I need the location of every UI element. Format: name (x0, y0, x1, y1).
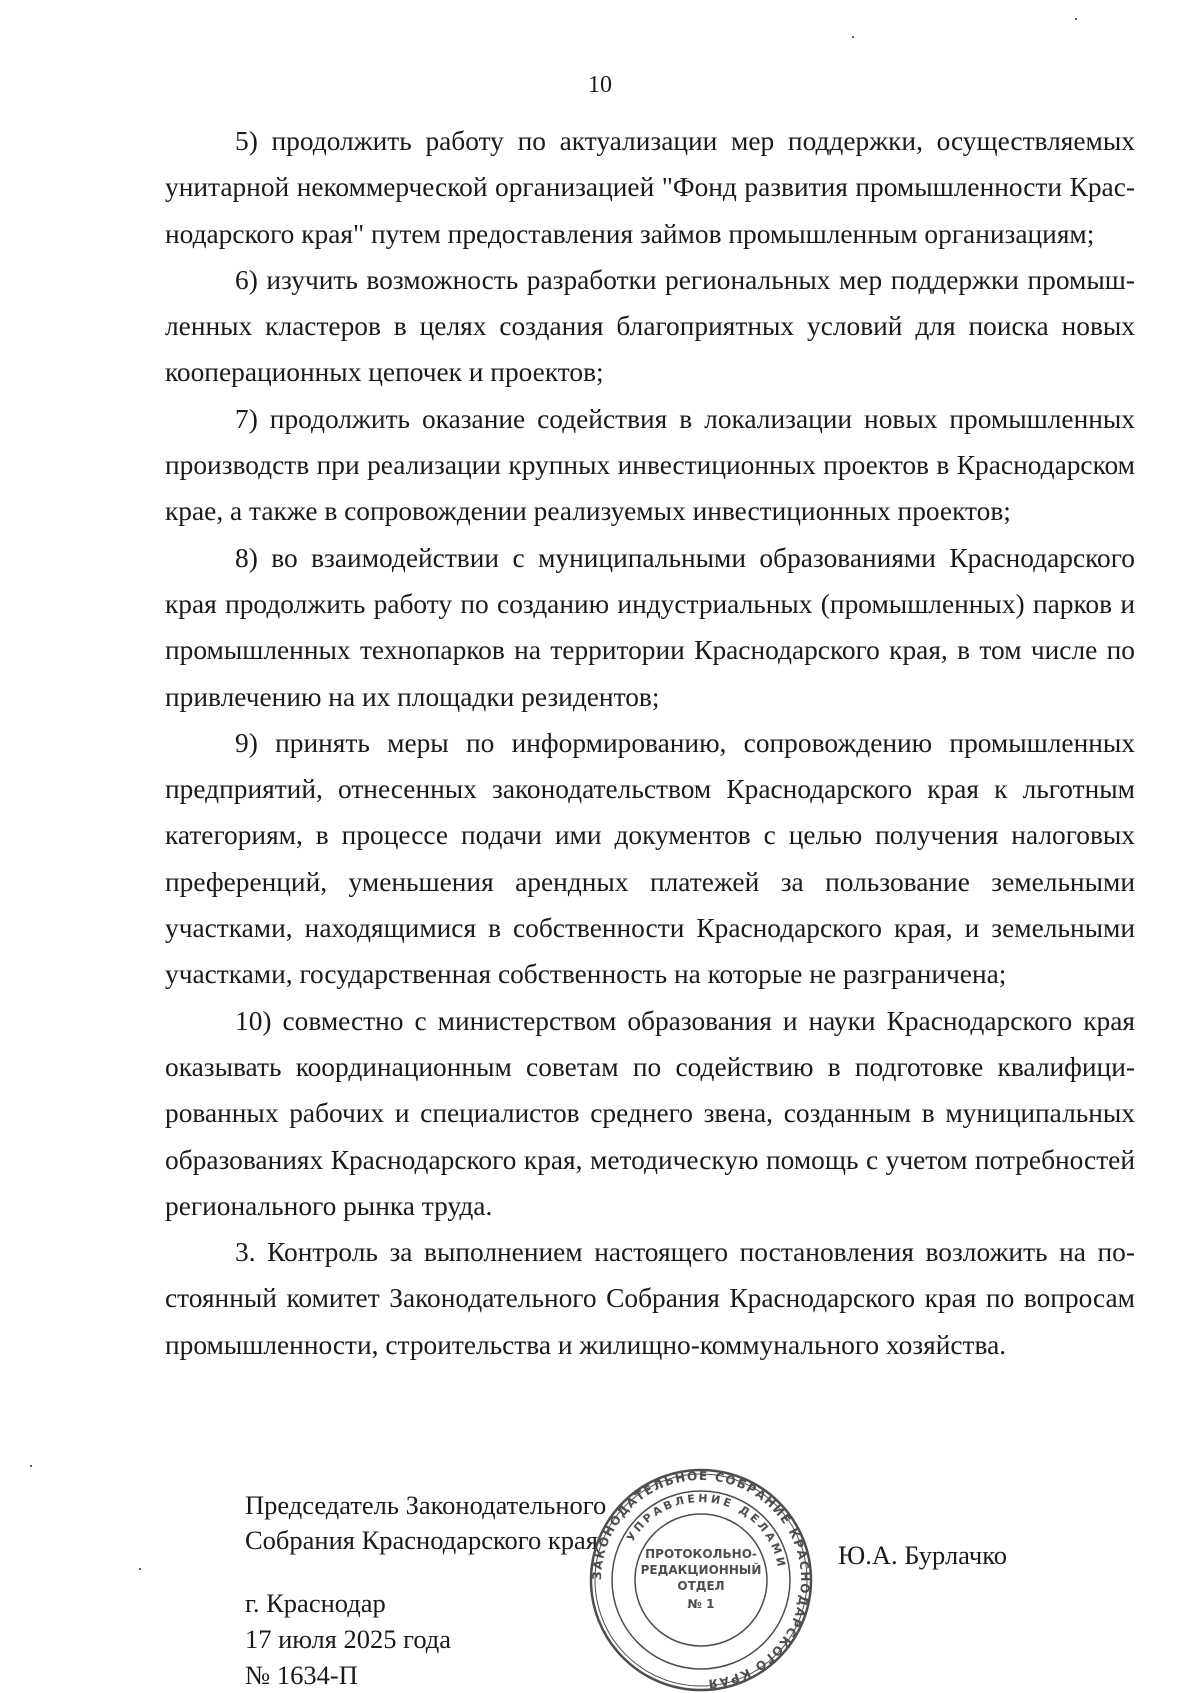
paragraph-item-8: 8) во взаимодействии с муниципальными образованиями Краснодарского края продолжить работу по созданию индустриальных (промышленных) парков и промышленных технопарков на территории Краснодарского края, в том числе по привлечению на их площадки резидентов; (165, 542, 1135, 712)
paragraph-item-6: 6) изучить возможность разработки региональных мер поддержки промышленных кластеров в целях создания благоприятных условий для поиска новых кооперационных цепочек и проектов; (165, 264, 1135, 388)
official-seal-stamp (586, 1468, 816, 1693)
stamp-center-line-4: № 1 (687, 1597, 715, 1611)
document-date: 17 июля 2025 года (245, 1624, 452, 1654)
page-number: 10 (588, 72, 612, 98)
paragraph-control-clause: 3. Контроль за выполнением настоящего постановления возложить на постоянный комитет Законодательного Собрания Краснодарского края по вопросам промышленности, строительства и жилищно-коммунального хозяйства. (165, 1237, 1135, 1360)
paragraph-item-10: 10) совместно с министерством образования и науки Краснодарского края оказывать координационным советам по содействию в подготовке квалифицированных рабочих и специалистов среднего звена, созданным в муниципальных образованиях Краснодарского края, методическую помощь с учетом потребностей регионального рынка труда. (165, 1005, 1135, 1221)
document-place-date (245, 1585, 451, 1693)
document-city: г. Краснодар (245, 1588, 386, 1618)
stamp-center-line-1: ПРОТОКОЛЬНО- (645, 1547, 757, 1561)
scan-speck (30, 1465, 32, 1467)
scan-speck (852, 36, 854, 38)
scan-speck (139, 1568, 141, 1570)
stamp-outer-text: ЗАКОНОДАТЕЛЬНОЕ СОБРАНИЕ КРАСНОДАРСКОГО КРАЯ (589, 1468, 813, 1691)
document-number: № 1634-П (245, 1660, 358, 1690)
paragraph-item-9: 9) принять меры по информированию, сопровождению промышленных предприятий, отнесенных законодательством Краснодарского края к льготным категориям, в процессе подачи ими документов с целью получения налоговых преференций, уменьшения арендных платежей за пользование земельными участками, находящимися в собственности Краснодарского края, и земельными участками, государственная собственность на которые не разграничена; (165, 727, 1135, 990)
document-body (165, 118, 1135, 1368)
signatory-name: Ю.А. Бурлачко (838, 1540, 1007, 1570)
paragraph-item-5: 5) продолжить работу по актуализации мер поддержки, осуществляемых унитарной некоммерческой организацией "Фонд развития промышленности Краснодарского края" путем предоставления займов промышленным организациям; (165, 126, 1135, 249)
stamp-inner-text: УПРАВЛЕНИЕ ДЕЛАМИ (624, 1491, 789, 1571)
signatory-title (245, 1488, 606, 1558)
signatory-title-line-2: Собрания Краснодарского края (245, 1525, 598, 1555)
signatory-title-line-1: Председатель Законодательного (245, 1490, 607, 1520)
stamp-center-line-3: ОТДЕЛ (677, 1579, 725, 1593)
stamp-center-line-2: РЕДАКЦИОННЫЙ (640, 1563, 762, 1577)
scan-speck (1075, 18, 1077, 20)
paragraph-item-7: 7) продолжить оказание содействия в локализации новых промышленных производств при реализации крупных инвестиционных проектов в Краснодарском крае, а также в сопровождении реализуемых инвестиционных проектов; (165, 403, 1135, 527)
